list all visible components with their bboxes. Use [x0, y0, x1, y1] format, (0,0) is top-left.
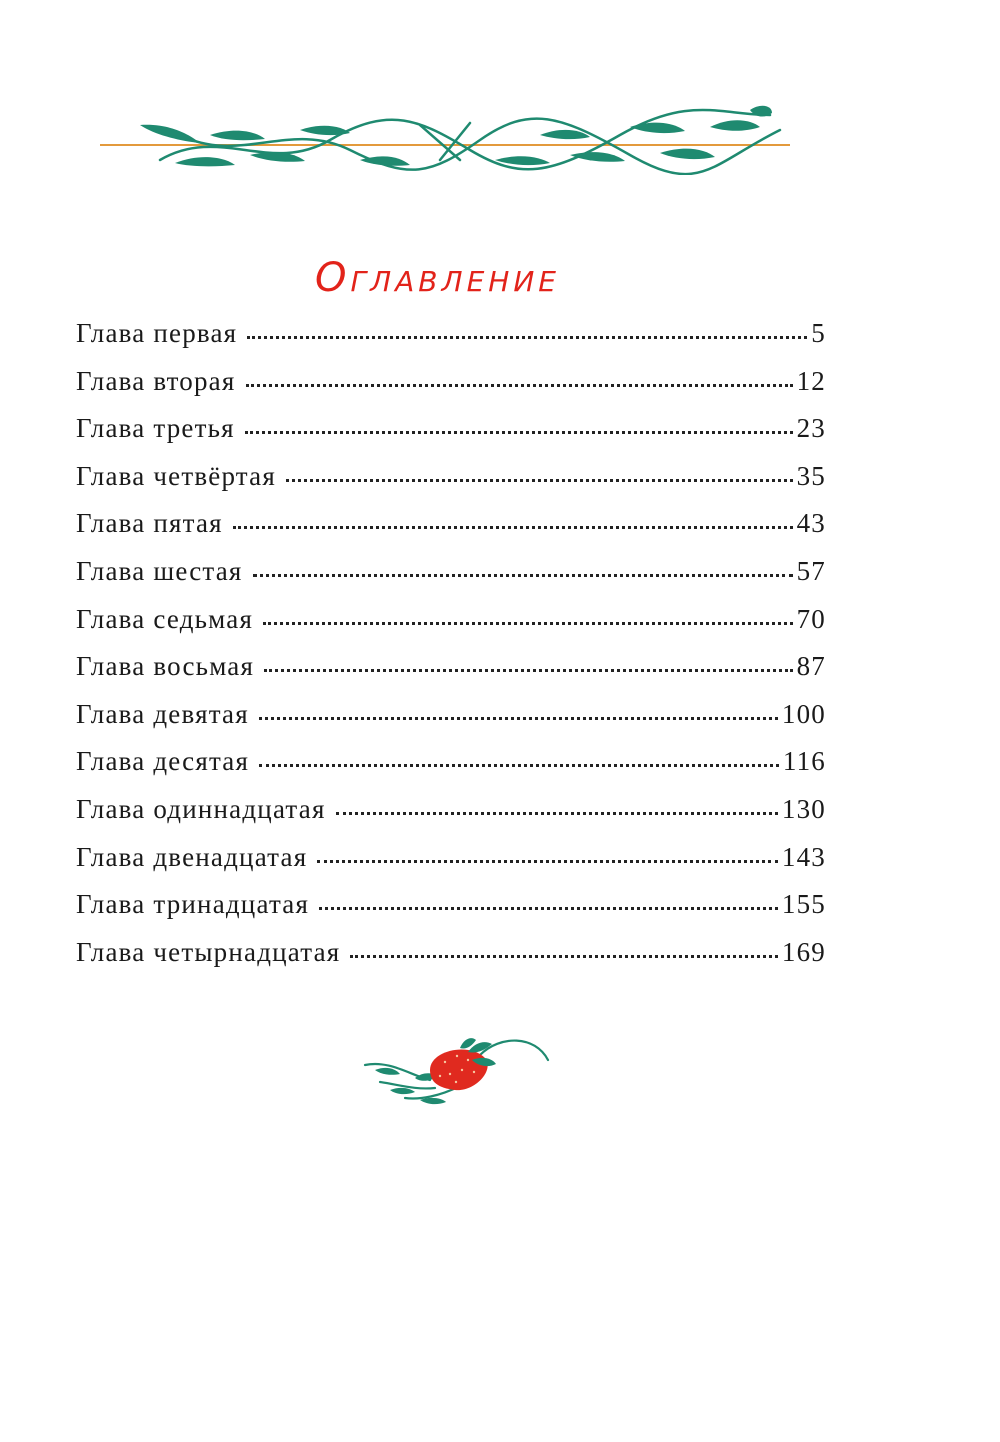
toc-entry[interactable] [76, 596, 826, 644]
toc-entry-label: Глава седьмая [76, 603, 254, 634]
toc-entry-label: Глава двенадцатая [76, 841, 308, 872]
toc-entry[interactable] [76, 834, 826, 882]
toc-entry-page: 169 [781, 936, 826, 967]
toc-leader-dots [253, 574, 793, 577]
toc-entry[interactable] [76, 643, 826, 691]
toc-entry-page: 12 [796, 365, 826, 396]
toc-leader-dots [246, 384, 793, 387]
toc-entry[interactable] [76, 310, 826, 358]
toc-entry-label: Глава десятая [76, 746, 250, 777]
toc-leader-dots [259, 717, 778, 720]
toc-entry[interactable] [76, 786, 826, 834]
toc-entry-label: Глава восьмая [76, 651, 255, 682]
toc-entry-page: 35 [796, 460, 826, 491]
toc-entry-page: 70 [796, 603, 826, 634]
toc-leader-dots [336, 812, 778, 815]
toc-entry[interactable] [76, 500, 826, 548]
toc-leader-dots [233, 526, 793, 529]
toc-entry-label: Глава первая [76, 318, 238, 348]
toc-leader-dots [263, 622, 793, 625]
toc-entry[interactable] [76, 881, 826, 929]
toc-leader-dots [319, 907, 778, 910]
page-title: Оглавление [315, 255, 560, 301]
toc-leader-dots [247, 336, 807, 339]
toc-entry-label: Глава четырнадцатая [76, 936, 341, 967]
toc-entry[interactable] [76, 929, 826, 977]
toc-entry-page: 87 [796, 651, 826, 682]
toc-entry-label: Глава четвёртая [76, 460, 276, 491]
toc-entry[interactable] [76, 358, 826, 406]
toc-leader-dots [245, 431, 793, 434]
toc-entry-label: Глава шестая [76, 555, 243, 586]
vine-divider-icon [100, 105, 800, 175]
toc-entry-page: 43 [796, 508, 826, 539]
toc-entry-label: Глава вторая [76, 365, 236, 396]
toc-leader-dots [350, 955, 777, 958]
toc-entry-label: Глава одиннадцатая [76, 793, 326, 824]
toc-leader-dots [286, 479, 793, 482]
toc-entry[interactable] [76, 548, 826, 596]
toc-entry-label: Глава пятая [76, 508, 223, 539]
toc-leader-dots [264, 669, 792, 672]
toc-entry[interactable] [76, 405, 826, 453]
toc-entry-page: 155 [781, 889, 826, 920]
toc-leader-dots [259, 764, 779, 767]
strawberry-icon [360, 1030, 560, 1110]
toc-entry-page: 57 [796, 555, 826, 586]
toc-entry-page: 116 [782, 746, 826, 777]
toc-entry-label: Глава третья [76, 413, 235, 444]
toc-entry[interactable] [76, 691, 826, 739]
table-of-contents [76, 310, 826, 976]
toc-entry-label: Глава девятая [76, 698, 249, 729]
toc-entry[interactable] [76, 738, 826, 786]
toc-entry-page: 100 [781, 698, 826, 729]
toc-entry-page: 130 [781, 793, 826, 824]
toc-entry[interactable] [76, 453, 826, 501]
toc-entry-page: 5 [811, 318, 826, 348]
toc-entry-label: Глава тринадцатая [76, 889, 310, 920]
toc-entry-page: 143 [781, 841, 826, 872]
toc-entry-page: 23 [796, 413, 826, 444]
toc-leader-dots [317, 860, 778, 863]
